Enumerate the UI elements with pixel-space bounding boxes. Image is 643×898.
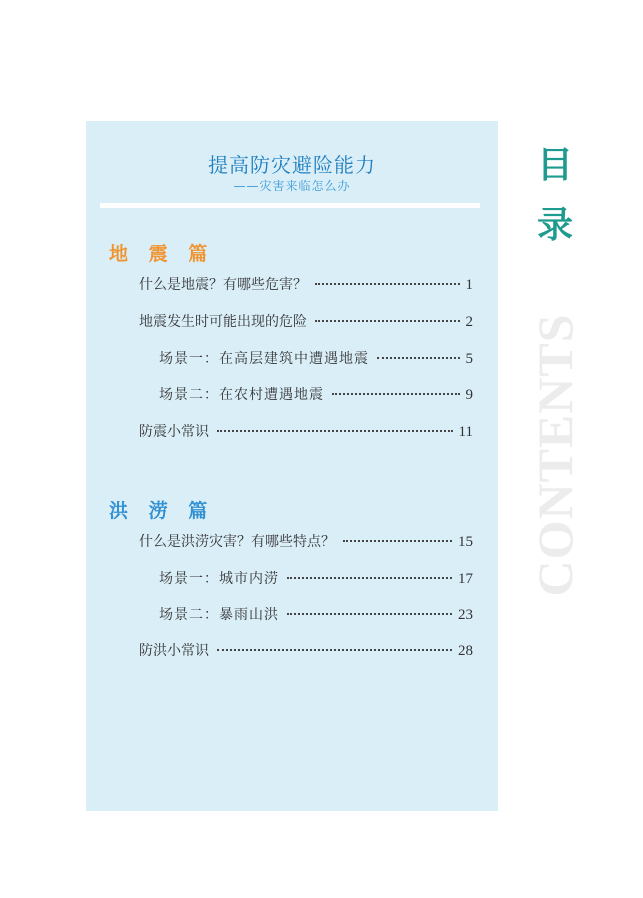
- toc-entry-title: 场景一：在高层建筑中遭遇地震: [159, 351, 369, 367]
- toc-panel: [86, 121, 498, 811]
- section-heading-earthquake: 地 震 篇: [109, 243, 215, 265]
- toc-entry[interactable]: [159, 349, 473, 369]
- toc-page-number: 1: [465, 277, 473, 293]
- dot-leader: [217, 649, 452, 651]
- toc-entry[interactable]: [139, 422, 473, 442]
- contents-title-char: 录: [536, 205, 573, 246]
- dot-leader: [377, 357, 460, 359]
- toc-entry-title: 什么是洪涝灾害？有哪些特点？: [139, 534, 335, 550]
- dot-leader: [315, 283, 460, 285]
- toc-entry[interactable]: [139, 532, 473, 552]
- dot-leader: [287, 613, 452, 615]
- dot-leader: [217, 430, 453, 432]
- toc-entry[interactable]: [139, 641, 473, 661]
- toc-entry-title: 场景二：暴雨山洪: [159, 607, 279, 623]
- toc-entry-title: 地震发生时可能出现的危险: [139, 314, 307, 330]
- toc-entry[interactable]: [139, 275, 473, 295]
- toc-page-number: 23: [458, 607, 473, 623]
- section-heading-flood: 洪 涝 篇: [109, 500, 215, 522]
- toc-entry-title: 防震小常识: [139, 424, 209, 440]
- contents-watermark: CONTENTS: [527, 313, 583, 597]
- contents-title-char: 目: [536, 145, 573, 186]
- contents-title: [530, 136, 580, 256]
- toc-page-number: 28: [458, 643, 473, 659]
- toc-page-number: 5: [465, 351, 473, 367]
- title-divider: [100, 203, 480, 208]
- toc-page-number: 11: [458, 424, 473, 440]
- toc-entry-title: 什么是地震？有哪些危害？: [139, 277, 307, 293]
- toc-page-number: 2: [465, 314, 473, 330]
- toc-entry-title: 场景二：在农村遭遇地震: [159, 387, 324, 403]
- dot-leader: [315, 320, 460, 322]
- toc-page-number: 17: [458, 571, 473, 587]
- toc-page-number: 15: [458, 534, 473, 550]
- book-subtitle: ——灾害来临怎么办: [233, 179, 351, 193]
- toc-entry[interactable]: [159, 605, 473, 625]
- toc-entry-title: 场景一：城市内涝: [159, 571, 279, 587]
- toc-page-number: 9: [465, 387, 473, 403]
- dot-leader: [332, 393, 460, 395]
- toc-entry[interactable]: [139, 312, 473, 332]
- dot-leader: [287, 577, 452, 579]
- book-title: 提高防灾避险能力: [208, 153, 376, 177]
- dot-leader: [343, 540, 452, 542]
- toc-entry-title: 防洪小常识: [139, 643, 209, 659]
- toc-entry[interactable]: [159, 569, 473, 589]
- toc-entry[interactable]: [159, 385, 473, 405]
